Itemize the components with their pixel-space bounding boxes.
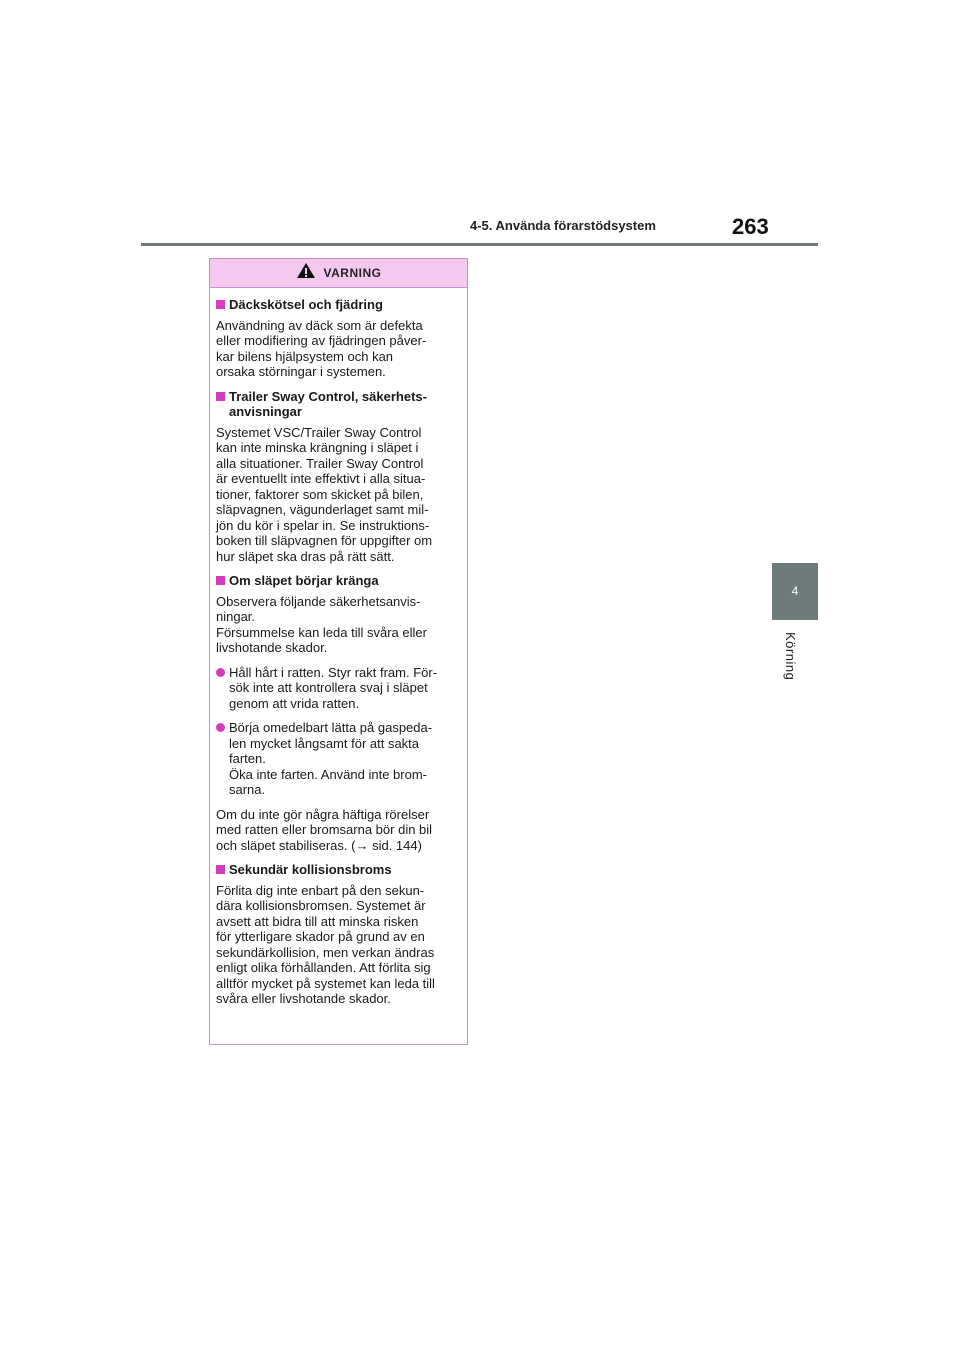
- round-bullet-icon: [216, 723, 225, 732]
- round-bullet-icon: [216, 668, 225, 677]
- warning-header: [210, 259, 467, 288]
- chapter-label: Körning: [783, 632, 798, 681]
- warning-body: [210, 288, 467, 1007]
- section-title: 4-5. Använda förarstödsystem: [470, 218, 656, 233]
- section-heading: Om släpet börjar kränga: [216, 573, 462, 589]
- list-item: Håll hårt i ratten. Styr rakt fram. För- sök inte att kontrollera svaj i släpet genom att vrida ratten.: [216, 665, 462, 712]
- square-bullet-icon: [216, 865, 225, 874]
- warning-triangle-icon: [296, 262, 316, 284]
- warning-box: [209, 258, 468, 1045]
- paragraph: Användning av däck som är defekta eller modifiering av fjädringen påver- kar bilens hjälpsystem och kan orsaka störningar i systemen.: [216, 317, 427, 379]
- section-heading: Sekundär kollisionsbroms: [216, 862, 462, 878]
- header-divider: [141, 243, 818, 246]
- page-number: 263: [732, 214, 769, 239]
- paragraph: Observera följande säkerhetsanvis- ningar. Försummelse kan leda till svåra eller livshotande skador.: [216, 593, 427, 655]
- paragraph: Förlita dig inte enbart på den sekun- dära kollisionsbromsen. Systemet är avsett att bidra till att minska risken för ytterligare skador på grund av en sekundärkollision, men verkan ändras enligt olika förhållanden. Att förlita sig alltför mycket på systemet kan leda till svåra eller livshotande skador.: [216, 882, 435, 1006]
- warning-title: VARNING: [323, 266, 382, 280]
- section-heading: Trailer Sway Control, säkerhets- anvisningar: [216, 389, 462, 420]
- section-heading: Däckskötsel och fjädring: [216, 297, 462, 313]
- paragraph: Systemet VSC/Trailer Sway Control kan inte minska krängning i släpet i alla situationer. Trailer Sway Control är eventuellt inte effektivt i alla situa- tioner, faktorer som skicket på bilen, släpvagnen, vägunderlaget samt mil- jön du kör i spelar in. Se instruktions- boken till släpvagnen för uppgifter om hur släpet ska dras på rätt sätt.: [216, 424, 433, 564]
- list-item: Börja omedelbart lätta på gaspeda- len mycket långsamt för att sakta farten. Öka inte farten. Använd inte brom- sarna.: [216, 720, 462, 798]
- square-bullet-icon: [216, 576, 225, 585]
- chapter-tab: 4: [772, 563, 818, 620]
- square-bullet-icon: [216, 392, 225, 401]
- square-bullet-icon: [216, 300, 225, 309]
- paragraph: Om du inte gör några häftiga rörelser med ratten eller bromsarna bör din bil och släpet stabiliseras. (→ sid. 144): [216, 806, 433, 853]
